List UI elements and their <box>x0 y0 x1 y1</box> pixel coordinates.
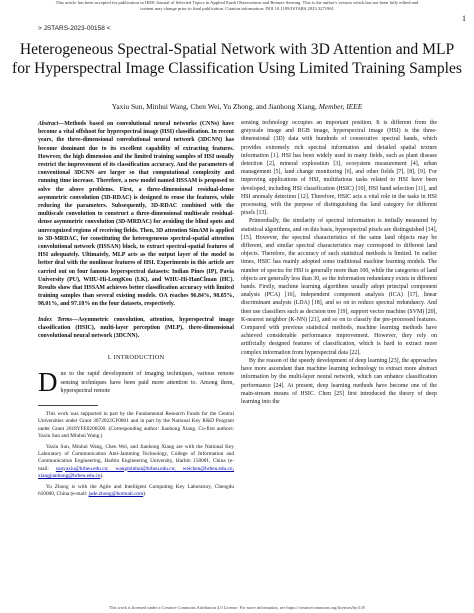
page-number: 1 <box>462 14 466 23</box>
right-column <box>241 119 437 406</box>
banner-line-2: content may change prior to final publication. Citation information: DOI 10.1109/JSTARS.2023.3271961 <box>140 6 334 11</box>
author-list <box>10 102 464 111</box>
footnote-divider <box>38 405 98 406</box>
body-paragraph-2: Primordially, the similarity of spectral information is initially measured by statistical algorithms, and on this basis, hyperspectral pixels are distinguished [14], [15]. However, the spectral characteristics of the same land objects may be different, and similar spectral characteristics may correspond to different land objects. Therefore, the accuracy of such statistical methods is limited. In earlier times, HSIC has mainly adopted some traditional machine learning models. The number of spectra for HSI is generally more than 100, while the categories of land objects are generally less than 30, so the information redundancy exists in different bands. Firstly, machine learning algorithms usually adopt principal component analysis (PCA) [16], independent component analysis (ICA) [17], linear discriminant analysis (LDA) [18], and so on to reduce spectral redundancy. And then use classifiers such as decision tree [19], support vector machine (SVM) [20], K-nearest neighbor (K-NN) [21], and so on to classify the pre-processed features. Compared with previous statistical methods, machine learning methods have achieved considerable performance improvement. However, they rely on artificially designed features of classification, which is hard to extract more complex information from hyperspectral data [22]. <box>241 218 437 356</box>
footnote-funding: This work was supported in part by the Fundamental Research Funds for the Central Universities under Grant 3072022CF0801 and in part by the National Key R&D Program under Grant 2018YFE0206500. (Corresponding author: Jianhong Xiang. Co-first authors: Yaxiu Sun and Minhui Wang.) <box>38 411 234 439</box>
footnotes <box>38 411 234 498</box>
manuscript-id: > JSTARS-2023-00158 < <box>38 25 111 32</box>
abstract-label: Abstract <box>38 121 59 127</box>
publication-banner <box>0 0 474 12</box>
body-paragraph-1: sensing technology occupies an important position. It is different from the grayscale image and RGB image, hyperspectral image (HSI) is the three-dimensional (3D) data with hundreds of consecutive spectral bands, which provides extremely rich spectral information and detailed spatial texture information [1]. HSI has been widely used in many fields, such as plant disease detection [2], mineral exploration [3], ecosystem measurement [4], urban management [5], land change monitoring [6], and other fields [7], [8], [9]. For improving applications of HSI, multifarious tasks related to HSI have been developed, including HSI classification (HSIC) [10], HSI band selection [11], and HSI anomaly detection [12]. Therefore, HSIC acts a vital role in the tasks in HSI processing, with the purpose of distinguishing the land category for different pixels [13]. <box>241 120 437 217</box>
index-terms-text: —Asymmetric convolution, attention, hyperspectral image classification (HSIC), multi-layer perception (MLP), three-dimensional convolutional neural network (3DCNN). <box>38 316 234 340</box>
abstract-text: —Methods based on convolutional neural networks (CNNs) have become a vital offshoot for hyperspectral image (HSI) classification. In recent years, the three-dimensional convolutional neural network (3DCNN) has become dominant due to its excellent capability of extracting features. However, the high dimension and the limited training samples of HSI usually restrict the improvement of its classification accuracy. And the parameters of conventional 3DCNN are larger so that computational complexity and running time increase. Therefore, a new model named HSSAM is proposed to solve the above problems. First, a three-dimensional residual-dense asymmetric convolution (3D-RDAC) is designed to reuse the features, while reducing the parameters. Subsequently, 3D-RDAC combined with the multiscale convolution to construct a three-dimensional multiscale residual-dense asymmetric convolution (3D-MRDAC) for avoiding the blind spots and unrecognized regions of receiving fields. Then, 3D attention SimAM is applied to 3D-MRDAC, for constituting the heterogeneous spectral-spatial attention convolutional network (HSSAN) block, to extract spectral-spatial features of HSI adequately. Ultimately, MLP acts as the output layer of the model to better deal with the nonlinear features of HSI. Experiments in this article are carried out on four famous hyperspectral datasets: Indian Pines (IP), Pavia University (PU), WHU-Hi-LongKou (LK), and WHU-Hi-HanChuan (HC). Results show that HSSAM achieves better classification accuracy with limited training samples than several existing models. OA reaches 96.84%, 98.85%, 98.01%, and 97.18% on the four datasets, respectively. <box>38 121 234 308</box>
banner-line-1: This article has been accepted for publication in IEEE Journal of Selected Topics in Applied Earth Observations and Remote Sensing. This is the author's version which has not been fully edited and <box>55 0 419 5</box>
license-footer: This work is licensed under a Creative Commons Attribution 4.0 License. For more information, see https://creativecommons.org/licenses/by/4.0/ <box>108 605 366 610</box>
paper-title: Heterogeneous Spectral-Spatial Network with 3D Attention and MLP for Hyperspectral Image Classification Using Limited Training Samples <box>12 41 462 77</box>
body-paragraph-3: By the reason of the speedy development of deep learning [23], the approaches have more ascendant than machine learning technology to extract more abstract information by the multi-layer neural network, which can enhance classification performance [24]. At present, deep learning methods have become one of the main-stream means of HSIC. Chen [25] first introduced the theory of deep learning into the <box>241 357 437 405</box>
index-terms <box>38 316 234 341</box>
section-heading-introduction: I. INTRODUCTION <box>107 354 165 362</box>
drop-cap: D <box>38 367 58 398</box>
left-column <box>38 120 234 502</box>
email-link[interactable]: jade.zhong@hotmail.com <box>88 491 144 498</box>
intro-text: ue to the rapid development of imaging techniques, various remote sensing techniques have been paid more attention to. Among them, hyperspectral remote <box>60 371 234 394</box>
abstract <box>38 120 234 309</box>
footnote-affiliation-1: Yaxiu Sun, Minhui Wang, Chen Wei, and Jianhong Xiang are with the National Key Laboratory of Communication Anti-Jamming Technology, College of Information and Communication Engineering, Harbin Engineering University, Harbin 150001, China (e-mail: sunyaxiu@hrbeu.edu.cn; wangminhui@hrbeu.edu.cn; weichen@hrbeu.edu.cn; xiangjianhong@hrbeu.edu.cn). <box>38 443 234 479</box>
intro-paragraph <box>38 367 234 398</box>
footnote-affiliation-2: Yu Zhong is with the Agile and Intelligent Computing Key Laboratory, Chengdu 610000, China (e-mail: jade.zhong@hotmail.com). <box>38 483 234 498</box>
email-link-list[interactable]: sunyaxiu@hrbeu.edu.cn; wangminhui@hrbeu.edu.cn; weichen@hrbeu.edu.cn; xiangjianhong@hrbeu.edu.cn <box>38 465 234 479</box>
authors-membership: Member, IEEE <box>318 102 363 111</box>
index-terms-label: Index Terms <box>38 316 73 323</box>
authors-names: Yaxiu Sun, Minhui Wang, Chen Wei, Yu Zhong, and Jianhong Xiang, <box>111 102 317 111</box>
